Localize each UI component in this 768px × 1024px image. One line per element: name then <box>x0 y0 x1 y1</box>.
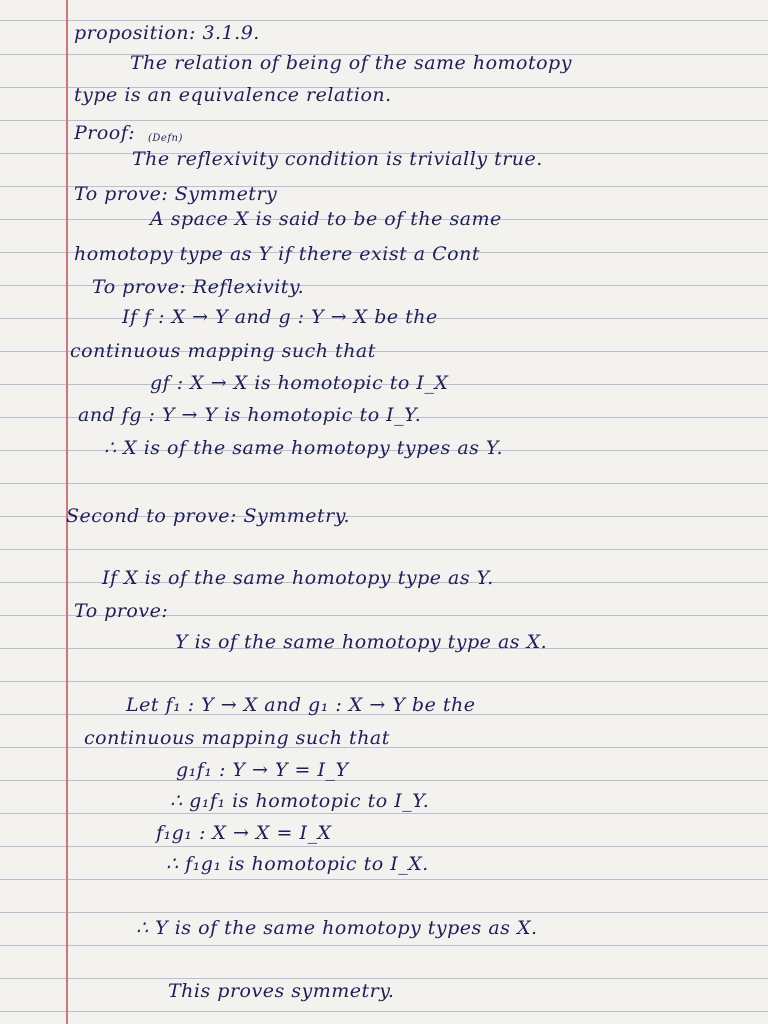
symmetry-hypothesis: If X is of the same homotopy type as Y. <box>102 567 494 589</box>
statement-line-1: The relation of being of the same homotopy <box>130 52 572 74</box>
symmetry-goal: Y is of the same homotopy type as X. <box>175 631 548 653</box>
definition-line-2: homotopy type as Y if there exist a Cont <box>74 243 480 265</box>
symmetry-line-4: ∴ g₁f₁ is homotopic to I_Y. <box>170 790 430 812</box>
proposition-heading: proposition: 3.1.9. <box>74 22 260 44</box>
symmetry-line-2: continuous mapping such that <box>84 727 390 749</box>
reflexivity-line-2: continuous mapping such that <box>70 340 376 362</box>
symmetry-line-5: f₁g₁ : X → X = I_X <box>156 822 332 844</box>
symmetry-line-3: g₁f₁ : Y → Y = I_Y <box>176 759 349 781</box>
proof-label: Proof: <box>74 122 136 144</box>
symmetry-proven: This proves symmetry. <box>168 980 395 1002</box>
reflexivity-trivial: The reflexivity condition is trivially true. <box>132 148 543 170</box>
reflexivity-line-4: and fg : Y → Y is homotopic to I_Y. <box>78 404 422 426</box>
symmetry-line-6: ∴ f₁g₁ is homotopic to I_X. <box>166 853 429 875</box>
reflexivity-line-1: If f : X → Y and g : Y → X be the <box>122 306 438 328</box>
definition-line-1: A space X is said to be of the same <box>150 208 502 230</box>
to-prove-reflexivity: To prove: Reflexivity. <box>92 276 305 298</box>
to-prove-symmetry-crossed: To prove: Symmetry <box>74 183 278 205</box>
statement-line-2: type is an equivalence relation. <box>74 84 392 106</box>
reflexivity-line-3: gf : X → X is homotopic to I_X <box>150 372 449 394</box>
defn-note: (Defn) <box>148 133 183 144</box>
symmetry-conclusion: ∴ Y is of the same homotopy types as X. <box>136 917 538 939</box>
symmetry-line-1: Let f₁ : Y → X and g₁ : X → Y be the <box>126 694 476 716</box>
reflexivity-conclusion: ∴ X is of the same homotopy types as Y. <box>104 437 504 459</box>
to-prove-label: To prove: <box>74 600 169 622</box>
second-to-prove-symmetry: Second to prove: Symmetry. <box>66 505 350 527</box>
